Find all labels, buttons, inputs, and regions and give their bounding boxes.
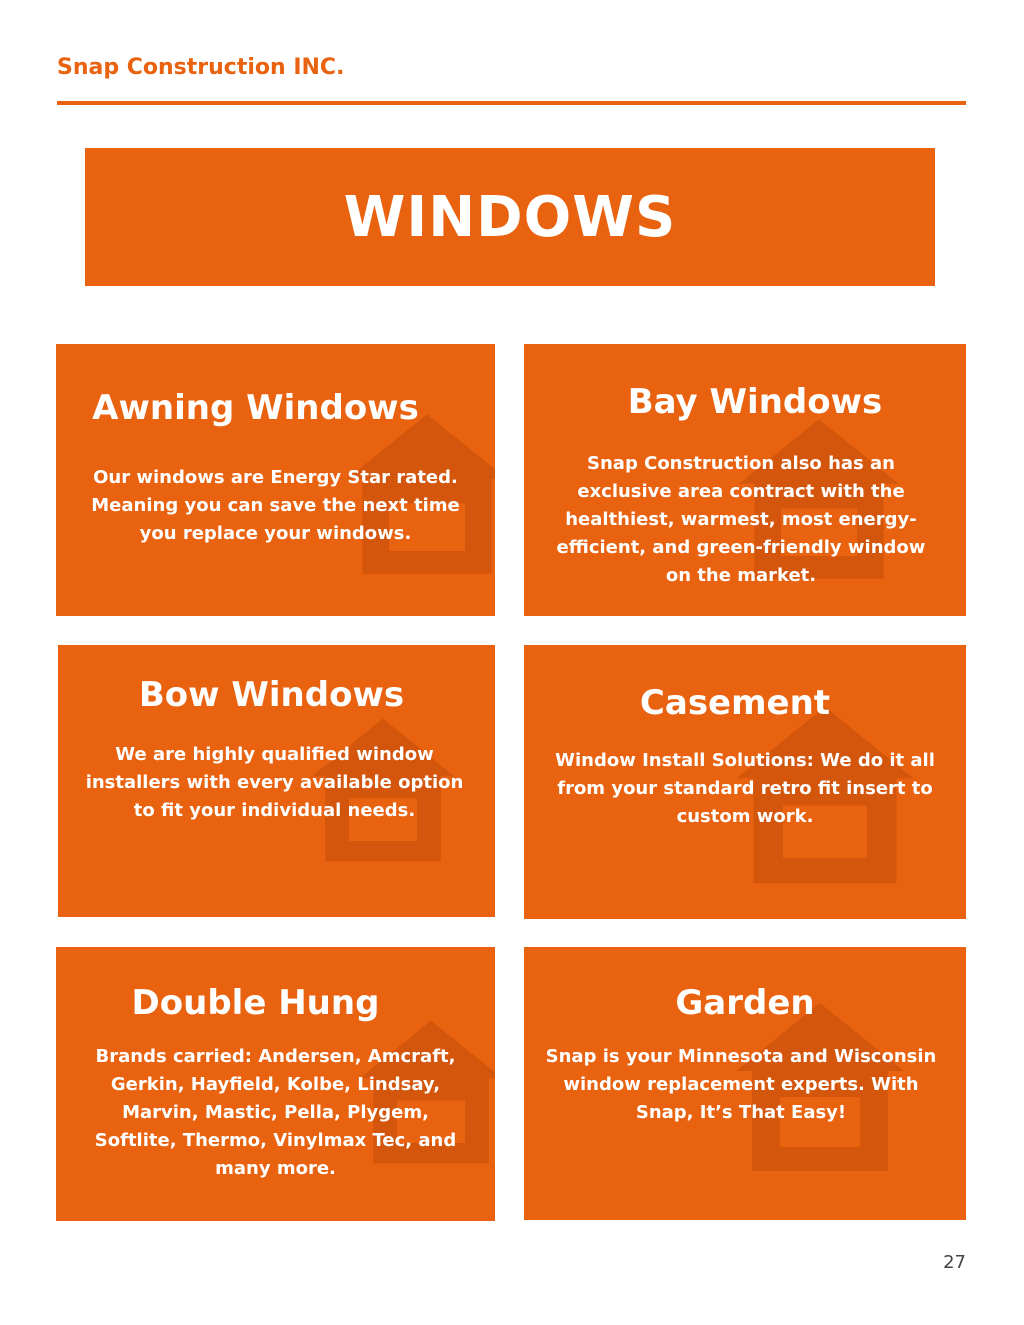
card-bow-windows	[58, 645, 495, 917]
card-text: Window Install Solutions: We do it all from your standard retro fit insert to custom work.	[555, 750, 935, 827]
card-garden	[524, 947, 966, 1220]
card-text: We are highly qualified window installers with every available option to fit your individual needs.	[85, 744, 464, 821]
section-title: WINDOWS	[343, 184, 677, 250]
page-number: 27	[943, 1252, 966, 1273]
card-title: Garden	[675, 983, 815, 1023]
header-divider	[57, 101, 966, 105]
card-title: Awning Windows	[92, 388, 419, 428]
card-bay-windows	[524, 344, 966, 616]
card-awning-windows	[56, 344, 495, 616]
card-title: Bay Windows	[627, 382, 883, 422]
company-name: Snap Construction INC.	[57, 55, 345, 80]
card-double-hung	[56, 947, 495, 1221]
card-title: Double Hung	[131, 983, 380, 1023]
card-text: Brands carried: Andersen, Amcraft, Gerkin, Hayfield, Kolbe, Lindsay, Marvin, Mastic, Pella, Plygem, Softlite, Thermo, Vinylmax Tec, and many more.	[94, 1046, 457, 1179]
card-casement	[524, 645, 966, 919]
section-banner	[85, 148, 935, 286]
card-title: Casement	[639, 683, 831, 723]
card-text: Our windows are Energy Star rated. Meaning you can save the next time you replace your windows.	[91, 467, 460, 544]
card-text: Snap is your Minnesota and Wisconsin window replacement experts. With Snap, It’s That Easy!	[545, 1046, 937, 1123]
card-text: Snap Construction also has an exclusive area contract with the healthiest, warmest, most energy-efficient, and green-friendly window on the market.	[556, 453, 926, 586]
card-title: Bow Windows	[138, 675, 405, 715]
